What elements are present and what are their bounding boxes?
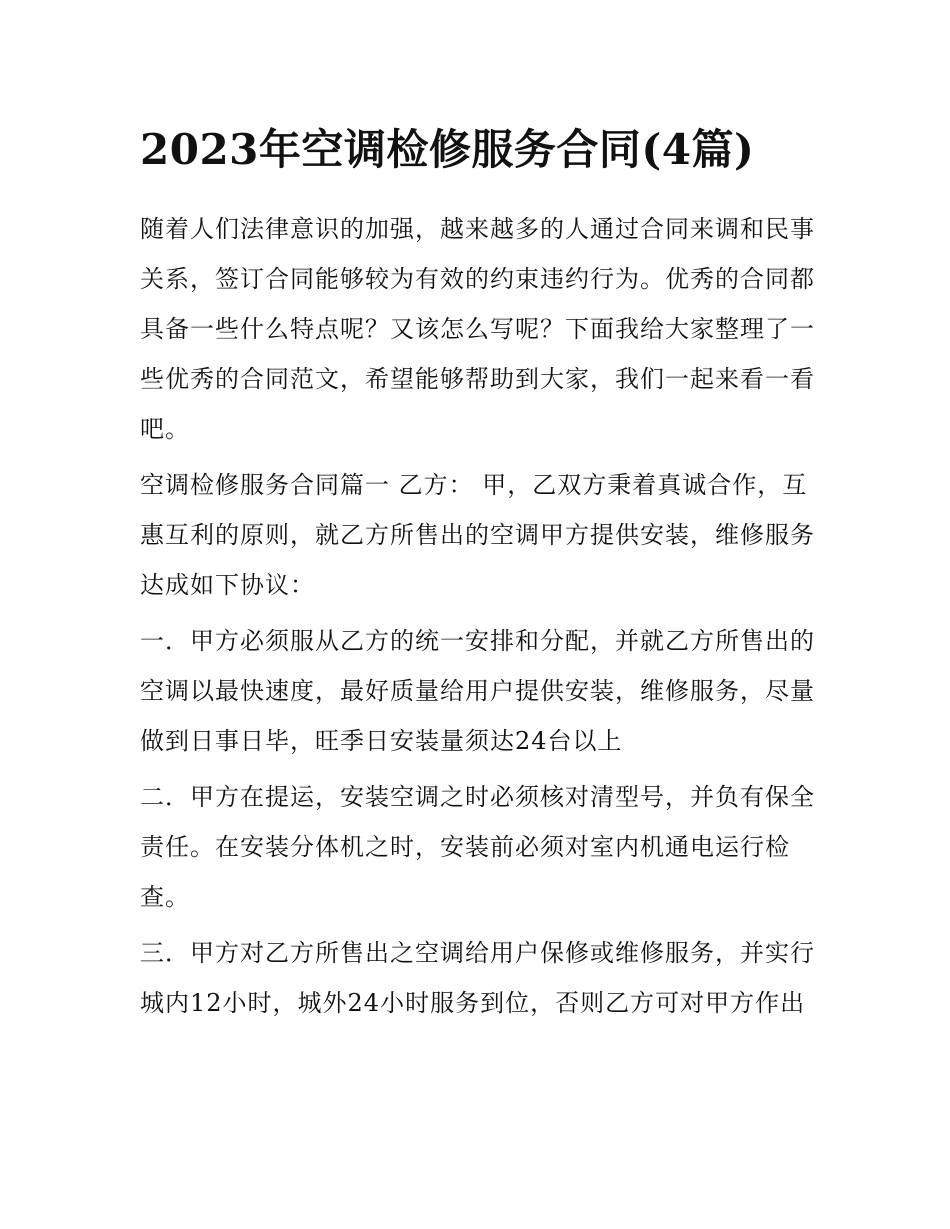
contract-opening-paragraph: 空调检修服务合同篇一 乙方： 甲，乙双方秉着真诚合作，互惠互利的原则，就乙方所售出的空调甲方提供安装，维修服务达成如下协议： <box>140 471 815 599</box>
clause-1-paragraph: 一．甲方必须服从乙方的统一安排和分配，并就乙方所售出的空调以最快速度，最好质量给用户提供安装，维修服务，尽量做到日事日毕，旺季日安装量须达24台以上 <box>140 627 815 755</box>
intro-paragraph: 随着人们法律意识的加强，越来越多的人通过合同来调和民事关系，签订合同能够较为有效的约束违约行为。优秀的合同都具备一些什么特点呢？又该怎么写呢？下面我给大家整理了一些优秀的合同范文，希望能够帮助到大家，我们一起来看一看吧。 <box>140 215 815 443</box>
document-title: 2023年空调检修服务合同(4篇) <box>140 125 755 174</box>
clause-2-paragraph: 二．甲方在提运，安装空调之时必须核对清型号，并负有保全责任。在安装分体机之时，安装前必须对室内机通电运行检查。 <box>140 783 815 911</box>
document-body <box>140 112 820 1034</box>
clause-3-paragraph: 三．甲方对乙方所售出之空调给用户保修或维修服务，并实行城内12小时，城外24小时服务到位，否则乙方可对甲方作出 <box>140 939 815 1017</box>
